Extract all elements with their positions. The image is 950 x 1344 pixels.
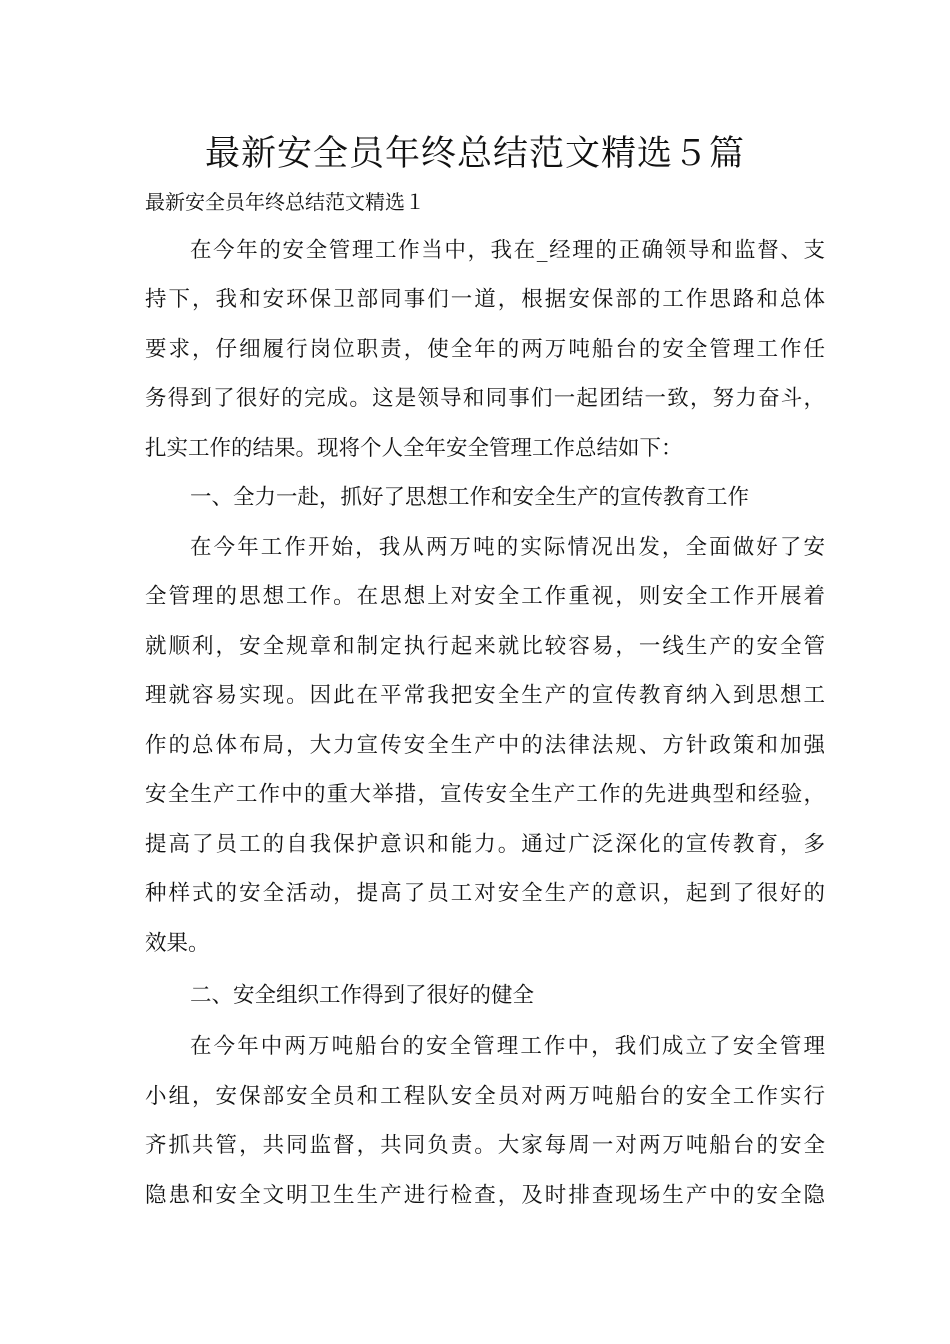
- paragraph-line: 小组，安保部安全员和工程队安全员对两万吨船台的安全工作实行: [145, 1084, 825, 1109]
- paragraph-line: 全管理的思想工作。在思想上对安全工作重视，则安全工作开展着: [145, 584, 825, 609]
- paragraph-line: 持下，我和安环保卫部同事们一道，根据安保部的工作思路和总体: [145, 287, 825, 312]
- paragraph-line: 就顺利，安全规章和制定执行起来就比较容易，一线生产的安全管: [145, 634, 825, 659]
- paragraph-line: 在今年的安全管理工作当中，我在_经理的正确领导和监督、支: [190, 238, 825, 263]
- paragraph-line: 理就容易实现。因此在平常我把安全生产的宣传教育纳入到思想工: [145, 683, 825, 708]
- paragraph-line: 在今年工作开始，我从两万吨的实际情况出发，全面做好了安: [190, 535, 825, 560]
- document-title: 最新安全员年终总结范文精选５篇: [204, 134, 745, 174]
- paragraph-line: 要求，仔细履行岗位职责，使全年的两万吨船台的安全管理工作任: [145, 337, 825, 362]
- paragraph-line: 扎实工作的结果。现将个人全年安全管理工作总结如下：: [145, 436, 683, 461]
- paragraph-line: 种样式的安全活动，提高了员工对安全生产的意识，起到了很好的: [145, 881, 825, 906]
- paragraph-line: 隐患和安全文明卫生生产进行检查，及时排查现场生产中的安全隐: [145, 1183, 825, 1208]
- paragraph-line: 效果。: [145, 931, 210, 956]
- section-heading: 二、安全组织工作得到了很好的健全: [190, 983, 535, 1008]
- document-subtitle: 最新安全员年终总结范文精选１: [145, 190, 425, 214]
- paragraph-line: 在今年中两万吨船台的安全管理工作中，我们成立了安全管理: [190, 1034, 825, 1059]
- paragraph-line: 作的总体布局，大力宣传安全生产中的法律法规、方针政策和加强: [145, 733, 825, 758]
- paragraph-line: 安全生产工作中的重大举措，宣传安全生产工作的先进典型和经验，: [145, 782, 825, 807]
- section-heading: 一、全力一赴，抓好了思想工作和安全生产的宣传教育工作: [190, 485, 750, 510]
- paragraph-line: 务得到了很好的完成。这是领导和同事们一起团结一致，努力奋斗，: [145, 386, 825, 411]
- paragraph-line: 齐抓共管，共同监督，共同负责。大家每周一对两万吨船台的安全: [145, 1133, 825, 1158]
- paragraph-line: 提高了员工的自我保护意识和能力。通过广泛深化的宣传教育，多: [145, 832, 825, 857]
